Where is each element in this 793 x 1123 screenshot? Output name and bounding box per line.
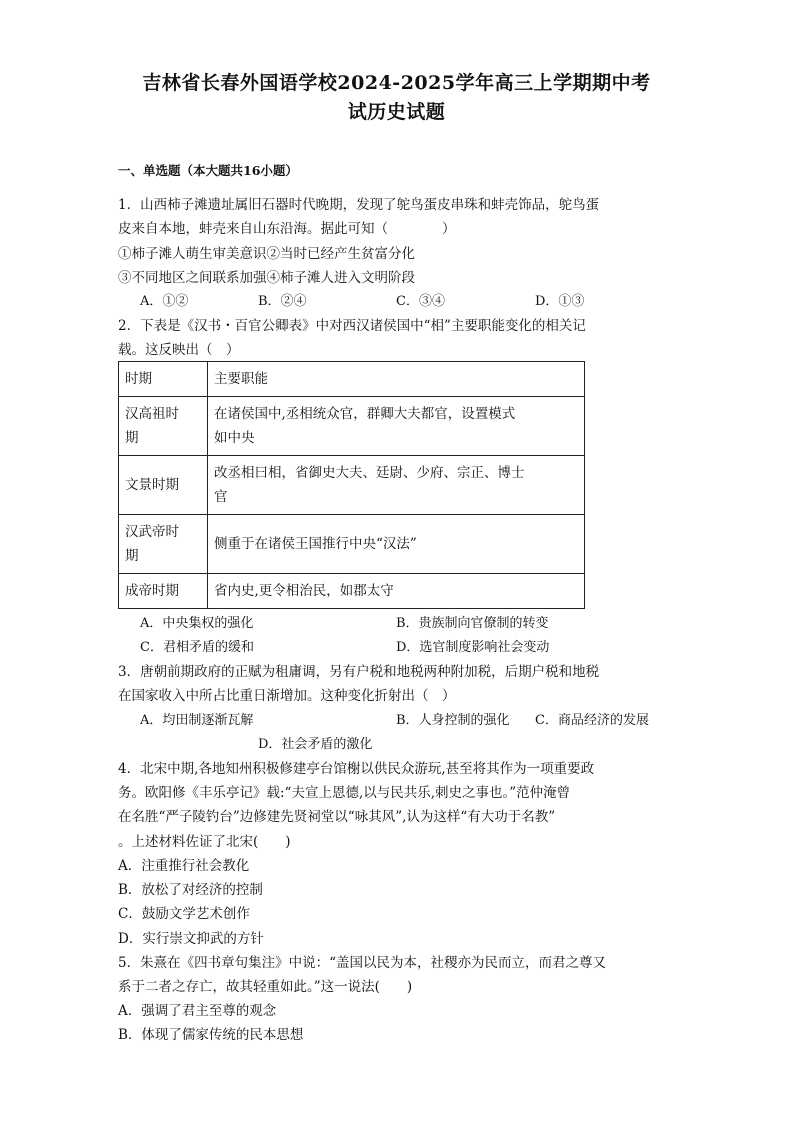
- q4-option-a: A．注重推行社会教化: [118, 858, 250, 874]
- table-cell-duty: 侧重于在诸侯王国推行中央“汉法”: [208, 515, 585, 574]
- table-cell-duty: 省内史,更令相治民，如郡太守: [208, 574, 585, 609]
- table-header-row: [119, 362, 585, 397]
- table-cell-duty: 改丞相曰相，省御史大夫、廷尉、少府、宗正、博士 官: [208, 456, 585, 515]
- table-row: [119, 397, 585, 456]
- q3-option-b: B．人身控制的强化: [396, 713, 510, 728]
- q2-option-a: A．中央集权的强化: [140, 616, 254, 631]
- q5-option-a: A．强调了君主至尊的观念: [118, 1003, 277, 1019]
- q3-option-d: D．社会矛盾的激化: [258, 737, 373, 752]
- exam-title-line-1: 吉林省长春外国语学校2024-2025学年高三上学期期中考: [142, 72, 651, 94]
- section-heading: 一、单选题（本大题共16小题）: [118, 163, 298, 178]
- q1-option-b: B．②④: [258, 294, 307, 309]
- q4-stem-line: 务。欧阳修《丰乐亭记》载:“夫宣上恩德,以与民共乐,刺史之事也。”范仲淹曾: [118, 785, 571, 801]
- q1-stem-line: 皮来自本地，蚌壳来自山东沿海。据此可知（ ）: [118, 221, 456, 237]
- q2-option-c: C．君相矛盾的缓和: [140, 640, 254, 655]
- q1-statement-line: ①柿子滩人萌生审美意识②当时已经产生贫富分化: [118, 246, 415, 262]
- q4-option-d: D．实行崇文抑武的方针: [118, 931, 264, 947]
- table-cell-period: 成帝时期: [119, 574, 208, 609]
- table-cell-period: 汉高祖时 期: [119, 397, 208, 456]
- q2-option-b: B．贵族制向官僚制的转变: [396, 616, 549, 631]
- table-cell-duty: 在诸侯国中,丞相统众官，群卿大夫都官，设置模式 如中央: [208, 397, 585, 456]
- q4-stem-line: 在名胜“严子陵钓台”边修建先贤祠堂以“咏其风”,认为这样“有大功于名教”: [118, 809, 556, 825]
- q4-stem-line: 4．北宋中期,各地知州积极修建亭台馆榭以供民众游玩,甚至将其作为一项重要政: [118, 761, 595, 777]
- q3-option-a: A．均田制逐渐瓦解: [140, 713, 254, 728]
- q2-table: [118, 361, 585, 609]
- table-cell-period: 汉武帝时 期: [119, 515, 208, 574]
- q1-option-d: D．①③: [535, 294, 585, 309]
- q4-option-c: C．鼓励文学艺术创作: [118, 906, 250, 922]
- q2-stem-line: 载。这反映出（ ）: [118, 342, 240, 358]
- table-row: [119, 456, 585, 515]
- q1-stem-line: 1．山西柿子滩遗址属旧石器时代晚期，发现了鸵鸟蛋皮串珠和蚌壳饰品，鸵鸟蛋: [118, 197, 600, 213]
- table-row: [119, 574, 585, 609]
- q3-stem-line: 3．唐朝前期政府的正赋为租庸调，另有户税和地税两种附加税，后期户税和地税: [118, 664, 600, 680]
- table-row: [119, 515, 585, 574]
- table-header-cell: 时期: [119, 362, 208, 397]
- q1-statement-line: ③不同地区之间联系加强④柿子滩人进入文明阶段: [118, 270, 415, 286]
- q1-option-a: A．①②: [140, 294, 189, 309]
- q5-option-b: B．体现了儒家传统的民本思想: [118, 1027, 304, 1043]
- q1-option-c: C．③④: [396, 294, 445, 309]
- q2-option-d: D．选官制度影响社会变动: [396, 640, 550, 655]
- q3-option-c: C．商品经济的发展: [535, 713, 649, 728]
- exam-title-line-2: 试历史试题: [347, 101, 446, 123]
- q5-stem-line: 系于二者之存亡，故其轻重如此。”这一说法( ): [118, 979, 413, 995]
- q3-stem-line: 在国家收入中所占比重日渐增加。这种变化折射出（ ）: [118, 688, 456, 704]
- q5-stem-line: 5．朱熹在《四书章句集注》中说：“盖国以民为本，社稷亦为民而立，而君之尊又: [118, 955, 606, 971]
- q2-stem-line: 2．下表是《汉书・百官公卿表》中对西汉诸侯国中“相”主要职能变化的相关记: [118, 318, 586, 334]
- q4-stem-line: 。上述材料佐证了北宋( ): [118, 834, 291, 850]
- table-header-cell: 主要职能: [208, 362, 585, 397]
- q4-option-b: B．放松了对经济的控制: [118, 882, 263, 898]
- table-cell-period: 文景时期: [119, 456, 208, 515]
